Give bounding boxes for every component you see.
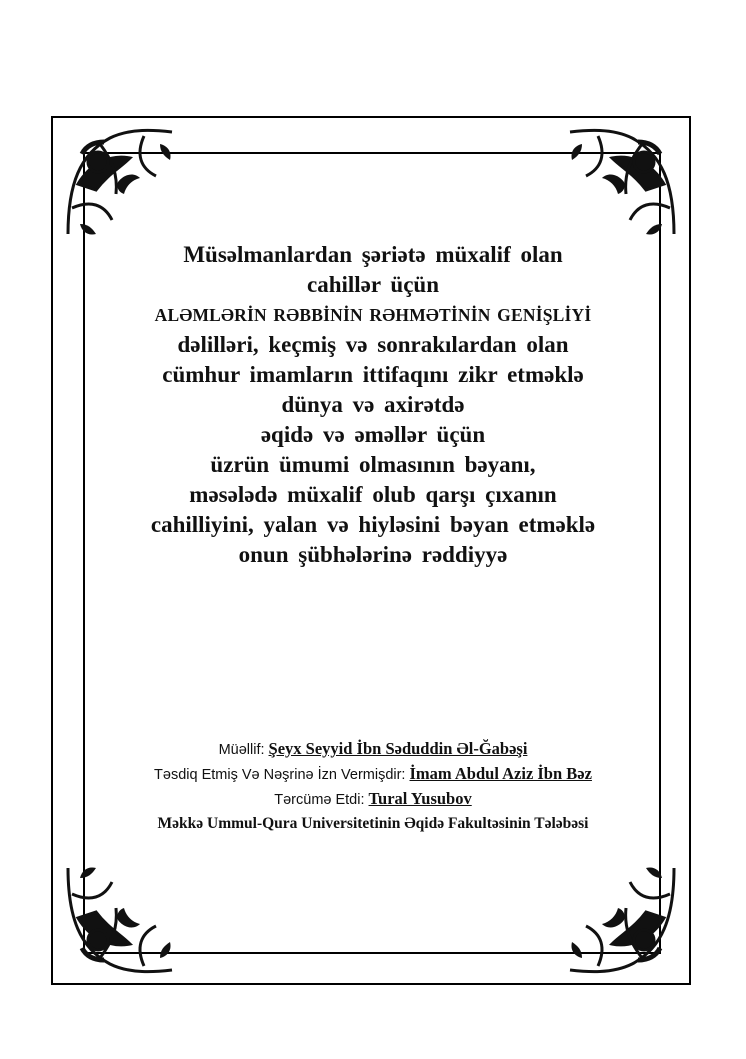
corner-ornament-bottom-left-icon <box>60 858 180 978</box>
title-line-6: dünya və axirətdə <box>281 392 465 417</box>
translator-line <box>90 787 656 812</box>
corner-ornament-bottom-right-icon <box>562 858 682 978</box>
title-line-7: əqidə və əməllər üçün <box>260 422 486 447</box>
translator-affiliation: Məkkə Ummul-Qura Universitetinin Əqidə Fakultəsinin Tələbəsi <box>157 815 589 832</box>
title-line-8: üzrün ümumi olmasının bəyanı, <box>210 452 536 477</box>
translator-name: Tural Yusubov <box>368 789 472 808</box>
approval-label: Təsdiq Etmiş Və Nəşrinə İzn Vermişdir: <box>154 767 406 783</box>
title-line-3: ALƏMLƏRİN RƏBBİNİN RƏHMƏTİNİN GENİŞLİYİ <box>154 305 592 325</box>
title-line-11: onun şübhələrinə rəddiyyə <box>238 542 508 567</box>
title-line-1: Müsəlmanlardan şəriətə müxalif olan <box>183 242 563 267</box>
title-line-10: cahilliyini, yalan və hiyləsini bəyan etməklə <box>150 512 596 537</box>
corner-ornament-top-left-icon <box>60 124 180 244</box>
translator-label: Tərcümə Etdi: <box>274 792 365 808</box>
credits-block <box>90 737 656 835</box>
author-line <box>90 737 656 762</box>
title-line-5: cümhur imamların ittifaqını zikr etməklə <box>162 362 584 387</box>
book-title <box>90 240 656 570</box>
title-line-4: dəlilləri, keçmiş və sonrakılardan olan <box>177 332 569 357</box>
title-line-2: cahillər üçün <box>306 272 439 297</box>
author-name: Şeyx Seyyid İbn Səduddin Əl-Ğabəşi <box>268 739 528 758</box>
approver-name: İmam Abdul Aziz İbn Bəz <box>409 764 592 783</box>
title-line-9: məsələdə müxalif olub qarşı çıxanın <box>189 482 557 507</box>
corner-ornament-top-right-icon <box>562 124 682 244</box>
approval-line <box>90 762 656 787</box>
author-label: Müəllif: <box>218 742 265 758</box>
